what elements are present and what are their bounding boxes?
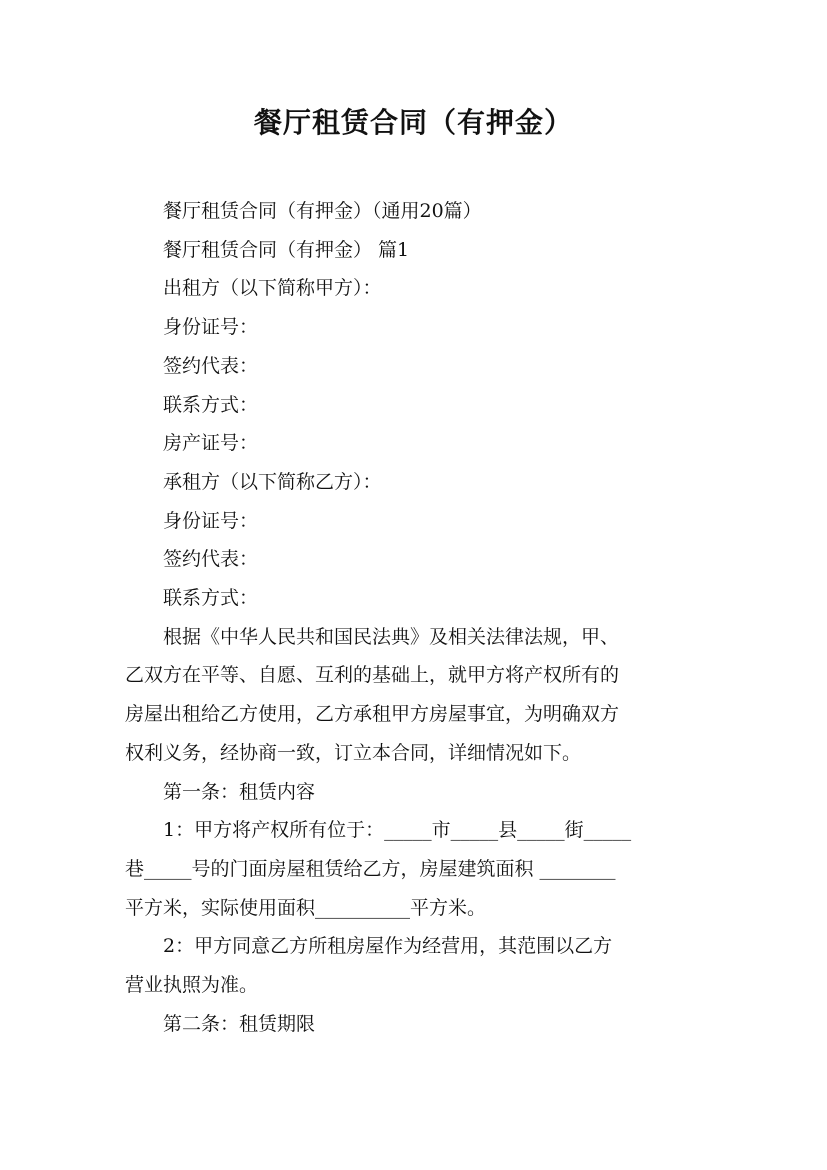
lessee-representative-field: 签约代表：	[163, 548, 259, 571]
clause-1-line: 1：甲方将产权所有位于：_____市_____县_____街_____	[163, 819, 632, 842]
article-2-heading: 第二条：租赁期限	[163, 1012, 316, 1035]
article-1-heading: 第一条：租赁内容	[163, 780, 316, 803]
clause-1-line: 巷_____号的门面房屋租赁给乙方，房屋建筑面积 ________	[125, 857, 616, 880]
property-certificate-field: 房产证号：	[163, 432, 259, 455]
intro-line: 权利义务，经协商一致，订立本合同，详细情况如下。	[125, 741, 582, 764]
section-heading: 餐厅租赁合同（有押金） 篇1	[163, 238, 410, 261]
lessor-contact-field: 联系方式：	[163, 393, 259, 416]
clause-1	[125, 811, 715, 927]
lessor-representative-field: 签约代表：	[163, 354, 259, 377]
clause-2	[125, 927, 715, 1004]
intro-line: 乙双方在平等、自愿、互利的基础上，就甲方将产权所有的	[125, 664, 620, 687]
clause-2-line: 2：甲方同意乙方所租房屋作为经营用，其范围以乙方	[163, 935, 613, 958]
intro-line: 房屋出租给乙方使用，乙方承租甲方房屋事宜，为明确双方	[125, 703, 620, 726]
intro-paragraph	[125, 618, 715, 773]
lessee-contact-field: 联系方式：	[163, 587, 259, 610]
lessor-id-field: 身份证号：	[163, 316, 259, 339]
clause-1-line: 平方米，实际使用面积__________平方米。	[125, 896, 487, 919]
subtitle-line: 餐厅租赁合同（有押金）（通用20篇）	[163, 200, 482, 222]
document-title: 餐厅租赁合同（有押金）	[253, 106, 573, 139]
lessee-id-field: 身份证号：	[163, 509, 259, 532]
document-body	[125, 192, 715, 1043]
intro-line: 根据《中华人民共和国民法典》及相关法律法规，甲、	[163, 625, 620, 648]
clause-2-line: 营业执照为准。	[125, 974, 259, 997]
lessor-label: 出租方（以下简称甲方）：	[163, 277, 382, 300]
lessee-label: 承租方（以下简称乙方）：	[163, 470, 382, 493]
